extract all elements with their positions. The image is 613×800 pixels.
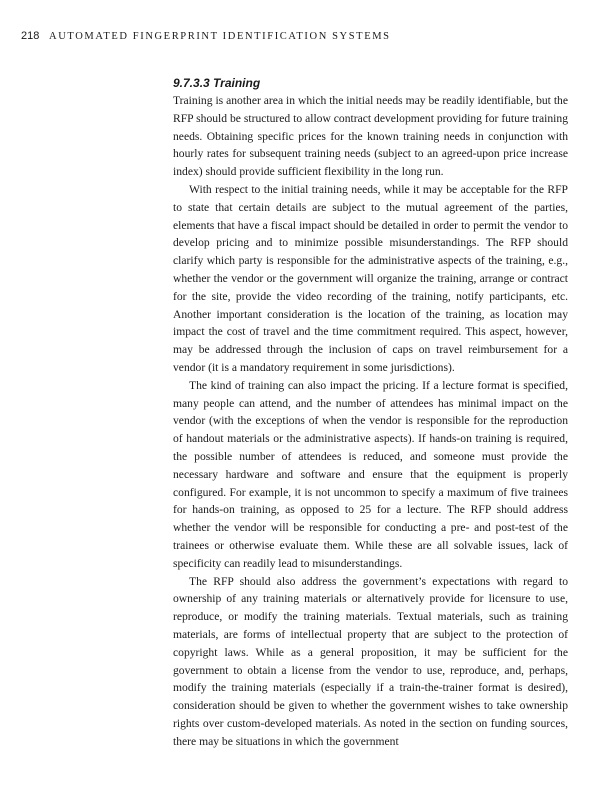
paragraph-1: Training is another area in which the initial needs may be readily identifiable, but the RFP should be structured to allow contract development providing for future training needs. Obtaining specific prices for the known training needs in conjunction with hourly rates for subsequent training needs (subject to an agreed-upon price increase index) should provide sufficient flexibility in the long run. [173,94,568,179]
paragraph-4: The RFP should also address the government’s expectations with regard to ownership of any training materials or alternatively provide for licensure to use, reproduce, or modify the training materials. Textual materials, such as training materials, are forms of intellectual property that are subject to the protection of copyright laws. While as a general proposition, it may be sufficient for the government to obtain a license from the vendor to use, reproduce, and, perhaps, modify the training materials (especially if a train-the-trainer format is desired), consideration should be given to whether the government wishes to take ownership rights over custom-developed materials. As noted in the section on funding sources, there may be situations in which the government [173,574,568,748]
page-number: 218 [21,30,40,42]
running-title: AUTOMATED FINGERPRINT IDENTIFICATION SYSTEMS [49,31,391,42]
running-head [21,30,601,42]
main-content [173,74,568,750]
paragraph-3: The kind of training can also impact the pricing. If a lecture format is specified, many people can attend, and the number of attendees has minimal impact on the vendor (with the exceptions of when the vendor is responsible for the reproduction of handout materials or the administrative aspects). If hands-on training is required, the possible number of attendees is reduced, and someone must provide the necessary hardware and software and ensure that the equipment is properly configured. For example, it is not uncommon to specify a maximum of five trainees for hands-on training, as opposed to 25 for a lecture. The RFP should address whether the vendor will be responsible for conducting a pre- and post-test of the trainees or otherwise evaluate them. While these are all solvable issues, lack of specificity can readily lead to misunderstandings. [173,378,568,570]
section-heading: 9.7.3.3 Training [173,76,261,90]
paragraph-2: With respect to the initial training needs, while it may be acceptable for the RFP to state that certain details are subject to the mutual agreement of the parties, elements that have a fiscal impact should be detailed in order to permit the vendor to develop pricing and to minimize possible misunderstandings. The RFP should clarify which party is responsible for the administrative aspects of the training, e.g., whether the vendor or the government will organize the training, arrange or contract for the site, provide the video recording of the training, notify participants, etc. Another important consideration is the location of the training, as location may impact the cost of travel and the time commitment required. This aspect, however, may be addressed through the inclusion of caps on travel reimbursement for a vendor (it is a mandatory requirement in some jurisdictions). [173,182,568,374]
